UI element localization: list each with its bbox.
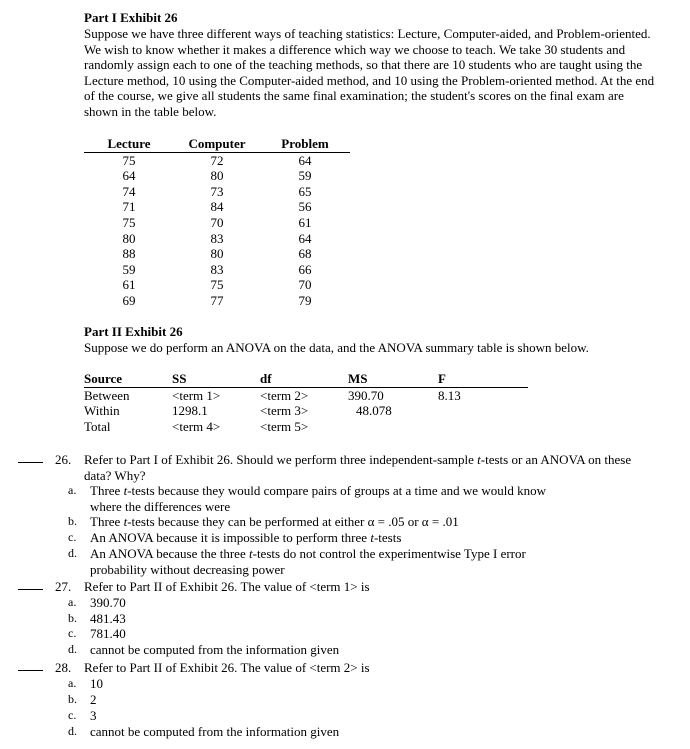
- table-row: [84, 215, 350, 231]
- option-italic-t: t: [123, 514, 128, 529]
- table-cell: 79: [298, 292, 312, 308]
- table-cell: Within: [84, 403, 120, 419]
- option-letter: d.: [68, 642, 77, 656]
- col-header-f: F: [438, 371, 528, 387]
- table-cell: 73: [210, 183, 224, 199]
- table-cell: 70: [298, 277, 312, 293]
- table-cell: 61: [298, 214, 312, 230]
- table-cell: 80: [210, 246, 224, 262]
- table-cell: 69: [122, 292, 136, 308]
- table-cell: 72: [210, 152, 224, 168]
- option-letter: c.: [68, 626, 77, 640]
- option-letter: c.: [68, 530, 77, 544]
- option-letter: d.: [68, 546, 77, 560]
- part1-heading: Part I Exhibit 26: [84, 10, 178, 25]
- option-text: [90, 546, 590, 577]
- table-cell: 59: [122, 261, 136, 277]
- part2-heading: Part II Exhibit 26: [84, 324, 183, 339]
- table-cell: Between: [84, 387, 130, 403]
- scores-table: [84, 136, 350, 309]
- part1-paragraph-line: Suppose we have three different ways of teaching statistics: Lecture, Computer-aided, and Problem-oriented.: [84, 26, 651, 41]
- table-cell: 390.70: [348, 387, 384, 403]
- question-26: [18, 452, 688, 484]
- table-cell: [438, 419, 528, 435]
- option-letter: a.: [68, 483, 77, 497]
- option-text: [90, 514, 590, 530]
- table-cell: 61: [122, 277, 136, 293]
- option-letter: d.: [68, 724, 77, 738]
- option-text-part: -tests: [373, 530, 402, 545]
- option-text: cannot be computed from the information given: [90, 642, 340, 657]
- option-text: 2: [90, 692, 97, 707]
- option-letter: a.: [68, 595, 77, 609]
- table-row: [84, 152, 350, 168]
- answer-blank[interactable]: [18, 462, 43, 463]
- table-cell: 75: [122, 214, 136, 230]
- part2-paragraph: Suppose we do perform an ANOVA on the data, and the ANOVA summary table is shown below.: [84, 340, 589, 355]
- table-cell: 65: [298, 183, 312, 199]
- col-header-ms: MS: [348, 371, 438, 387]
- question-stem: Refer to Part II of Exhibit 26. The value of <term 2> is: [84, 660, 370, 675]
- question-stem-line: [84, 452, 684, 468]
- col-header-source: Source: [84, 371, 172, 387]
- table-cell: 8.13: [438, 387, 461, 403]
- stem-text: Refer to Part I of Exhibit 26. Should we perform three independent-sample: [84, 452, 478, 467]
- col-header-ss: SS: [172, 371, 260, 387]
- table-cell: 64: [122, 168, 136, 184]
- option-letter: c.: [68, 708, 77, 722]
- table-row: [84, 262, 350, 278]
- option-letter: a.: [68, 676, 77, 690]
- table-cell: [348, 419, 438, 435]
- table-row: [84, 403, 528, 419]
- option-text: 3: [90, 708, 97, 723]
- table-cell: <term 4>: [172, 418, 221, 434]
- table-row: [84, 246, 350, 262]
- option-text: [90, 530, 590, 546]
- table-cell: Total: [84, 418, 111, 434]
- question-number: 27.: [55, 579, 72, 594]
- answer-blank[interactable]: [18, 589, 43, 590]
- table-row: [84, 231, 350, 247]
- table-row: [84, 168, 350, 184]
- table-cell: 48.078: [356, 403, 392, 419]
- table-cell: 70: [210, 214, 224, 230]
- option-letter: b.: [68, 611, 77, 625]
- table-row: [84, 199, 350, 215]
- part1-paragraph-line: We wish to know whether it makes a difference which way we choose to teach. We take 30 students and: [84, 41, 626, 57]
- table-row: [84, 184, 350, 200]
- stem-text: -tests or an ANOVA on these: [480, 452, 632, 467]
- table-cell: <term 5>: [260, 418, 309, 434]
- answer-blank[interactable]: [18, 670, 43, 671]
- option-text-part: Three: [90, 483, 124, 498]
- question-stem-line: data? Why?: [84, 467, 146, 483]
- option-text-line2: probability without decreasing power: [90, 561, 285, 577]
- option-text: 10: [90, 676, 103, 691]
- table-cell: 64: [298, 152, 312, 168]
- option-text-part: An ANOVA because it is impossible to perform three: [90, 530, 371, 545]
- scores-table-header-row: [84, 136, 350, 152]
- table-cell: 77: [210, 292, 224, 308]
- question-stem: [84, 452, 684, 483]
- option-text-part: -tests because they can be performed at either α = .05 or α = .01: [127, 514, 459, 529]
- table-cell: 59: [298, 168, 312, 184]
- question-28: [18, 660, 688, 676]
- table-cell: 80: [210, 168, 224, 184]
- table-cell: 66: [298, 261, 312, 277]
- table-cell: <term 2>: [260, 387, 309, 403]
- table-cell: 74: [122, 183, 136, 199]
- part1-paragraph-line: randomly assign each to one of the teaching methods, so that there are 10 students who are taught using the: [84, 57, 643, 72]
- table-cell: 83: [210, 261, 224, 277]
- table-cell: 75: [122, 152, 136, 168]
- option-italic-t: t: [248, 546, 253, 561]
- option-letter: b.: [68, 692, 77, 706]
- table-cell: [438, 403, 528, 419]
- table-cell: 88: [122, 246, 136, 262]
- col-header-df: df: [260, 371, 348, 387]
- table-cell: 1298.1: [172, 403, 208, 419]
- option-text: 481.43: [90, 611, 126, 626]
- option-letter: b.: [68, 514, 77, 528]
- part1-paragraph-line: of the course, we give all students the same final examination; the student's scores on the final exam are: [84, 88, 624, 103]
- question-number: 26.: [55, 452, 72, 467]
- option-italic-t: t: [370, 530, 374, 545]
- table-cell: 75: [210, 277, 224, 293]
- anova-header-row: [84, 371, 528, 387]
- question-stem: Refer to Part II of Exhibit 26. The value of <term 1> is: [84, 579, 370, 594]
- option-text-part: An ANOVA because the three: [90, 546, 249, 561]
- table-cell: 71: [122, 199, 136, 215]
- option-text-line2: where the differences were: [90, 498, 231, 514]
- option-text: cannot be computed from the information given: [90, 724, 340, 739]
- table-row: [84, 419, 528, 435]
- option-text: 390.70: [90, 595, 126, 610]
- option-italic-t: t: [123, 483, 128, 498]
- part1-paragraph-line: shown in the table below.: [84, 103, 217, 119]
- option-text: 781.40: [90, 626, 126, 641]
- table-cell: 64: [298, 230, 312, 246]
- table-cell: 68: [298, 246, 312, 262]
- table-cell: <term 1>: [172, 387, 221, 403]
- option-text-part: -tests do not control the experimentwise Type I error: [252, 546, 526, 561]
- table-row: [84, 387, 528, 403]
- option-text-part: Three: [90, 514, 124, 529]
- table-cell: 84: [210, 199, 224, 215]
- question-27: [18, 579, 688, 595]
- table-row: [84, 277, 350, 293]
- anova-table: [84, 371, 528, 434]
- option-text-part: -tests because they would compare pairs of groups at a time and we would know: [127, 483, 546, 498]
- col-header-computer: Computer: [174, 136, 260, 152]
- col-header-problem: Problem: [260, 136, 350, 152]
- table-cell: 80: [122, 230, 136, 246]
- part1-paragraph: [84, 26, 684, 119]
- table-row: [84, 293, 350, 309]
- question-number: 28.: [55, 660, 72, 675]
- table-cell: 83: [210, 230, 224, 246]
- table-cell: 56: [298, 199, 312, 215]
- table-cell: <term 3>: [260, 403, 309, 419]
- stem-italic-t: t: [477, 452, 481, 467]
- option-text: [90, 483, 590, 514]
- part1-paragraph-line: Lecture method, 10 using the Computer-aided method, and 10 using the Problem-oriented method. At the end: [84, 72, 655, 88]
- col-header-lecture: Lecture: [84, 136, 174, 152]
